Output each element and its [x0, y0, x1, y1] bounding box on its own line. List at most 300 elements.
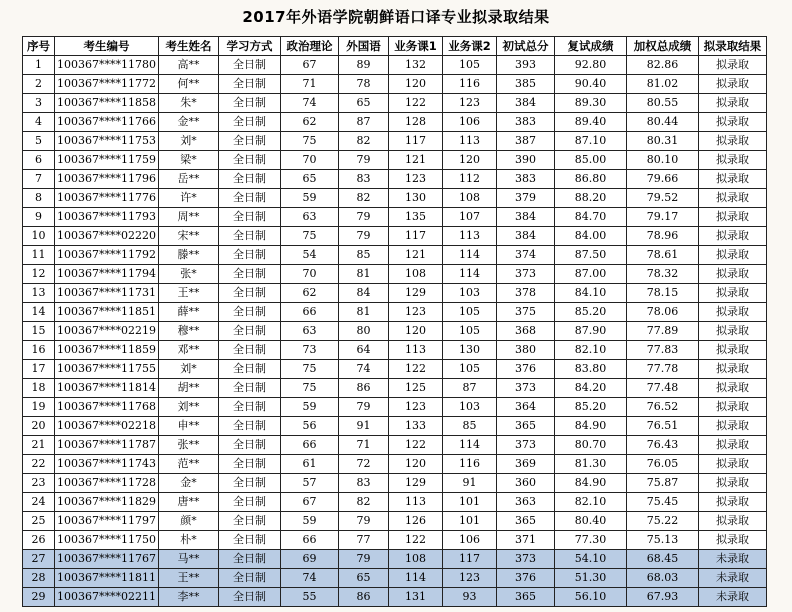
weighted-total-cell: 78.06: [627, 303, 699, 322]
retest-score-cell: 82.10: [555, 341, 627, 360]
header-politics: 政治理论: [281, 37, 339, 56]
initial-total-cell: 384: [497, 94, 555, 113]
initial-total-cell: 384: [497, 227, 555, 246]
admission-result-cell: 未录取: [699, 569, 767, 588]
weighted-total-cell: 68.45: [627, 550, 699, 569]
table-row: [23, 379, 767, 398]
major-course-1-cell: 120: [389, 75, 443, 94]
weighted-total-cell: 78.61: [627, 246, 699, 265]
seq-cell: 10: [23, 227, 55, 246]
study-mode-cell: 全日制: [219, 531, 281, 550]
seq-cell: 3: [23, 94, 55, 113]
foreign-language-cell: 65: [339, 94, 389, 113]
study-mode-cell: 全日制: [219, 56, 281, 75]
major-course-2-cell: 114: [443, 436, 497, 455]
major-course-1-cell: 108: [389, 265, 443, 284]
table-row: [23, 189, 767, 208]
major-course-1-cell: 135: [389, 208, 443, 227]
major-course-2-cell: 112: [443, 170, 497, 189]
retest-score-cell: 82.10: [555, 493, 627, 512]
header-candidate-id: 考生编号: [55, 37, 159, 56]
major-course-2-cell: 108: [443, 189, 497, 208]
initial-total-cell: 364: [497, 398, 555, 417]
study-mode-cell: 全日制: [219, 189, 281, 208]
seq-cell: 4: [23, 113, 55, 132]
major-course-2-cell: 91: [443, 474, 497, 493]
candidate-name-cell: 刘*: [159, 132, 219, 151]
table-row: [23, 455, 767, 474]
table-row: [23, 512, 767, 531]
admission-result-cell: 拟录取: [699, 94, 767, 113]
study-mode-cell: 全日制: [219, 379, 281, 398]
admission-result-cell: 拟录取: [699, 436, 767, 455]
major-course-1-cell: 121: [389, 246, 443, 265]
major-course-2-cell: 120: [443, 151, 497, 170]
admission-result-cell: 拟录取: [699, 379, 767, 398]
header-initial-total: 初试总分: [497, 37, 555, 56]
candidate-id-cell: 100367****11728: [55, 474, 159, 493]
major-course-1-cell: 120: [389, 322, 443, 341]
seq-cell: 27: [23, 550, 55, 569]
initial-total-cell: 380: [497, 341, 555, 360]
candidate-id-cell: 100367****02219: [55, 322, 159, 341]
foreign-language-cell: 79: [339, 398, 389, 417]
table-row: [23, 531, 767, 550]
header-foreign-language: 外国语: [339, 37, 389, 56]
table-row: [23, 303, 767, 322]
retest-score-cell: 88.20: [555, 189, 627, 208]
major-course-1-cell: 133: [389, 417, 443, 436]
weighted-total-cell: 80.31: [627, 132, 699, 151]
major-course-1-cell: 117: [389, 132, 443, 151]
admission-result-cell: 拟录取: [699, 398, 767, 417]
foreign-language-cell: 91: [339, 417, 389, 436]
table-row: [23, 227, 767, 246]
study-mode-cell: 全日制: [219, 246, 281, 265]
retest-score-cell: 84.00: [555, 227, 627, 246]
table-row: [23, 493, 767, 512]
politics-cell: 54: [281, 246, 339, 265]
major-course-1-cell: 122: [389, 94, 443, 113]
weighted-total-cell: 79.17: [627, 208, 699, 227]
table-row: [23, 417, 767, 436]
seq-cell: 20: [23, 417, 55, 436]
major-course-1-cell: 113: [389, 341, 443, 360]
major-course-2-cell: 130: [443, 341, 497, 360]
major-course-2-cell: 103: [443, 398, 497, 417]
initial-total-cell: 371: [497, 531, 555, 550]
admission-result-cell: 拟录取: [699, 303, 767, 322]
retest-score-cell: 51.30: [555, 569, 627, 588]
major-course-2-cell: 114: [443, 265, 497, 284]
politics-cell: 66: [281, 531, 339, 550]
candidate-name-cell: 金**: [159, 113, 219, 132]
major-course-2-cell: 107: [443, 208, 497, 227]
candidate-id-cell: 100367****11766: [55, 113, 159, 132]
foreign-language-cell: 87: [339, 113, 389, 132]
politics-cell: 75: [281, 360, 339, 379]
major-course-2-cell: 116: [443, 75, 497, 94]
politics-cell: 66: [281, 303, 339, 322]
retest-score-cell: 56.10: [555, 588, 627, 607]
table-row: [23, 588, 767, 607]
initial-total-cell: 387: [497, 132, 555, 151]
header-major-course-2: 业务课2: [443, 37, 497, 56]
major-course-2-cell: 113: [443, 227, 497, 246]
candidate-id-cell: 100367****11776: [55, 189, 159, 208]
politics-cell: 59: [281, 398, 339, 417]
major-course-2-cell: 117: [443, 550, 497, 569]
candidate-name-cell: 穆**: [159, 322, 219, 341]
weighted-total-cell: 75.22: [627, 512, 699, 531]
seq-cell: 18: [23, 379, 55, 398]
candidate-id-cell: 100367****11743: [55, 455, 159, 474]
foreign-language-cell: 82: [339, 493, 389, 512]
admission-result-cell: 拟录取: [699, 512, 767, 531]
foreign-language-cell: 85: [339, 246, 389, 265]
candidate-id-cell: 100367****11772: [55, 75, 159, 94]
candidate-id-cell: 100367****11794: [55, 265, 159, 284]
initial-total-cell: 390: [497, 151, 555, 170]
weighted-total-cell: 78.15: [627, 284, 699, 303]
retest-score-cell: 89.30: [555, 94, 627, 113]
major-course-1-cell: 117: [389, 227, 443, 246]
politics-cell: 70: [281, 151, 339, 170]
candidate-name-cell: 马**: [159, 550, 219, 569]
major-course-2-cell: 123: [443, 94, 497, 113]
retest-score-cell: 85.20: [555, 398, 627, 417]
seq-cell: 12: [23, 265, 55, 284]
politics-cell: 65: [281, 170, 339, 189]
study-mode-cell: 全日制: [219, 303, 281, 322]
weighted-total-cell: 76.51: [627, 417, 699, 436]
retest-score-cell: 87.50: [555, 246, 627, 265]
seq-cell: 24: [23, 493, 55, 512]
seq-cell: 5: [23, 132, 55, 151]
seq-cell: 25: [23, 512, 55, 531]
candidate-id-cell: 100367****11859: [55, 341, 159, 360]
retest-score-cell: 87.00: [555, 265, 627, 284]
weighted-total-cell: 67.93: [627, 588, 699, 607]
table-row: [23, 170, 767, 189]
weighted-total-cell: 75.13: [627, 531, 699, 550]
candidate-name-cell: 何**: [159, 75, 219, 94]
study-mode-cell: 全日制: [219, 151, 281, 170]
admission-result-cell: 拟录取: [699, 56, 767, 75]
foreign-language-cell: 86: [339, 379, 389, 398]
major-course-2-cell: 105: [443, 360, 497, 379]
major-course-1-cell: 113: [389, 493, 443, 512]
weighted-total-cell: 79.52: [627, 189, 699, 208]
admission-result-cell: 拟录取: [699, 227, 767, 246]
study-mode-cell: 全日制: [219, 360, 281, 379]
candidate-name-cell: 梁*: [159, 151, 219, 170]
admission-results-table: [22, 36, 767, 607]
candidate-name-cell: 王**: [159, 569, 219, 588]
foreign-language-cell: 79: [339, 151, 389, 170]
initial-total-cell: 378: [497, 284, 555, 303]
table-row: [23, 75, 767, 94]
foreign-language-cell: 81: [339, 303, 389, 322]
seq-cell: 22: [23, 455, 55, 474]
seq-cell: 15: [23, 322, 55, 341]
politics-cell: 71: [281, 75, 339, 94]
candidate-id-cell: 100367****11750: [55, 531, 159, 550]
seq-cell: 16: [23, 341, 55, 360]
politics-cell: 56: [281, 417, 339, 436]
candidate-name-cell: 滕**: [159, 246, 219, 265]
candidate-name-cell: 朴*: [159, 531, 219, 550]
weighted-total-cell: 79.66: [627, 170, 699, 189]
foreign-language-cell: 74: [339, 360, 389, 379]
major-course-1-cell: 130: [389, 189, 443, 208]
major-course-2-cell: 105: [443, 322, 497, 341]
admission-result-cell: 拟录取: [699, 113, 767, 132]
retest-score-cell: 80.40: [555, 512, 627, 531]
seq-cell: 8: [23, 189, 55, 208]
study-mode-cell: 全日制: [219, 455, 281, 474]
retest-score-cell: 84.10: [555, 284, 627, 303]
politics-cell: 75: [281, 227, 339, 246]
admission-result-cell: 未录取: [699, 550, 767, 569]
weighted-total-cell: 68.03: [627, 569, 699, 588]
major-course-1-cell: 123: [389, 398, 443, 417]
admission-result-cell: 未录取: [699, 588, 767, 607]
table-row: [23, 550, 767, 569]
header-seq: 序号: [23, 37, 55, 56]
initial-total-cell: 376: [497, 360, 555, 379]
candidate-name-cell: 刘**: [159, 398, 219, 417]
study-mode-cell: 全日制: [219, 265, 281, 284]
candidate-id-cell: 100367****11787: [55, 436, 159, 455]
study-mode-cell: 全日制: [219, 474, 281, 493]
study-mode-cell: 全日制: [219, 417, 281, 436]
table-row: [23, 151, 767, 170]
retest-score-cell: 86.80: [555, 170, 627, 189]
admission-result-cell: 拟录取: [699, 132, 767, 151]
major-course-1-cell: 126: [389, 512, 443, 531]
initial-total-cell: 379: [497, 189, 555, 208]
foreign-language-cell: 78: [339, 75, 389, 94]
admission-result-cell: 拟录取: [699, 360, 767, 379]
table-row: [23, 569, 767, 588]
candidate-id-cell: 100367****11858: [55, 94, 159, 113]
candidate-name-cell: 薛**: [159, 303, 219, 322]
header-weighted-total: 加权总成绩: [627, 37, 699, 56]
major-course-2-cell: 106: [443, 113, 497, 132]
weighted-total-cell: 77.89: [627, 322, 699, 341]
candidate-name-cell: 邓**: [159, 341, 219, 360]
table-row: [23, 246, 767, 265]
foreign-language-cell: 77: [339, 531, 389, 550]
foreign-language-cell: 72: [339, 455, 389, 474]
major-course-2-cell: 114: [443, 246, 497, 265]
study-mode-cell: 全日制: [219, 170, 281, 189]
candidate-id-cell: 100367****02218: [55, 417, 159, 436]
initial-total-cell: 365: [497, 512, 555, 531]
foreign-language-cell: 82: [339, 132, 389, 151]
seq-cell: 6: [23, 151, 55, 170]
foreign-language-cell: 79: [339, 208, 389, 227]
major-course-2-cell: 87: [443, 379, 497, 398]
politics-cell: 69: [281, 550, 339, 569]
candidate-name-cell: 张**: [159, 436, 219, 455]
study-mode-cell: 全日制: [219, 398, 281, 417]
candidate-name-cell: 刘*: [159, 360, 219, 379]
admission-result-cell: 拟录取: [699, 189, 767, 208]
table-row: [23, 474, 767, 493]
study-mode-cell: 全日制: [219, 284, 281, 303]
retest-score-cell: 81.30: [555, 455, 627, 474]
initial-total-cell: 376: [497, 569, 555, 588]
politics-cell: 62: [281, 113, 339, 132]
candidate-name-cell: 颜*: [159, 512, 219, 531]
politics-cell: 66: [281, 436, 339, 455]
foreign-language-cell: 71: [339, 436, 389, 455]
table-row: [23, 208, 767, 227]
retest-score-cell: 83.80: [555, 360, 627, 379]
candidate-name-cell: 胡**: [159, 379, 219, 398]
header-major-course-1: 业务课1: [389, 37, 443, 56]
candidate-name-cell: 王**: [159, 284, 219, 303]
admission-result-cell: 拟录取: [699, 417, 767, 436]
foreign-language-cell: 79: [339, 512, 389, 531]
candidate-name-cell: 周**: [159, 208, 219, 227]
seq-cell: 26: [23, 531, 55, 550]
candidate-id-cell: 100367****11759: [55, 151, 159, 170]
table-row: [23, 341, 767, 360]
initial-total-cell: 373: [497, 550, 555, 569]
candidate-name-cell: 李**: [159, 588, 219, 607]
politics-cell: 61: [281, 455, 339, 474]
politics-cell: 59: [281, 512, 339, 531]
initial-total-cell: 360: [497, 474, 555, 493]
initial-total-cell: 383: [497, 113, 555, 132]
politics-cell: 74: [281, 94, 339, 113]
study-mode-cell: 全日制: [219, 208, 281, 227]
retest-score-cell: 80.70: [555, 436, 627, 455]
initial-total-cell: 365: [497, 417, 555, 436]
initial-total-cell: 393: [497, 56, 555, 75]
admission-result-cell: 拟录取: [699, 170, 767, 189]
retest-score-cell: 87.90: [555, 322, 627, 341]
weighted-total-cell: 82.86: [627, 56, 699, 75]
candidate-name-cell: 范**: [159, 455, 219, 474]
politics-cell: 67: [281, 493, 339, 512]
retest-score-cell: 84.90: [555, 474, 627, 493]
weighted-total-cell: 81.02: [627, 75, 699, 94]
table-row: [23, 284, 767, 303]
seq-cell: 17: [23, 360, 55, 379]
politics-cell: 63: [281, 208, 339, 227]
weighted-total-cell: 77.78: [627, 360, 699, 379]
foreign-language-cell: 79: [339, 550, 389, 569]
foreign-language-cell: 83: [339, 170, 389, 189]
major-course-2-cell: 113: [443, 132, 497, 151]
weighted-total-cell: 78.96: [627, 227, 699, 246]
candidate-id-cell: 100367****11796: [55, 170, 159, 189]
politics-cell: 75: [281, 132, 339, 151]
admission-result-cell: 拟录取: [699, 284, 767, 303]
candidate-name-cell: 朱*: [159, 94, 219, 113]
header-retest-score: 复试成绩: [555, 37, 627, 56]
study-mode-cell: 全日制: [219, 436, 281, 455]
major-course-1-cell: 128: [389, 113, 443, 132]
study-mode-cell: 全日制: [219, 569, 281, 588]
candidate-id-cell: 100367****11753: [55, 132, 159, 151]
table-row: [23, 94, 767, 113]
candidate-name-cell: 岳**: [159, 170, 219, 189]
politics-cell: 55: [281, 588, 339, 607]
study-mode-cell: 全日制: [219, 75, 281, 94]
weighted-total-cell: 80.55: [627, 94, 699, 113]
retest-score-cell: 90.40: [555, 75, 627, 94]
candidate-id-cell: 100367****11768: [55, 398, 159, 417]
foreign-language-cell: 82: [339, 189, 389, 208]
weighted-total-cell: 78.32: [627, 265, 699, 284]
politics-cell: 63: [281, 322, 339, 341]
header-candidate-name: 考生姓名: [159, 37, 219, 56]
table-row: [23, 132, 767, 151]
weighted-total-cell: 80.10: [627, 151, 699, 170]
weighted-total-cell: 76.52: [627, 398, 699, 417]
major-course-1-cell: 122: [389, 531, 443, 550]
table-row: [23, 265, 767, 284]
table-row: [23, 398, 767, 417]
initial-total-cell: 368: [497, 322, 555, 341]
seq-cell: 1: [23, 56, 55, 75]
weighted-total-cell: 80.44: [627, 113, 699, 132]
major-course-2-cell: 85: [443, 417, 497, 436]
weighted-total-cell: 75.45: [627, 493, 699, 512]
major-course-2-cell: 116: [443, 455, 497, 474]
major-course-2-cell: 106: [443, 531, 497, 550]
initial-total-cell: 373: [497, 265, 555, 284]
foreign-language-cell: 81: [339, 265, 389, 284]
major-course-2-cell: 101: [443, 493, 497, 512]
seq-cell: 9: [23, 208, 55, 227]
politics-cell: 62: [281, 284, 339, 303]
initial-total-cell: 369: [497, 455, 555, 474]
seq-cell: 7: [23, 170, 55, 189]
admission-result-cell: 拟录取: [699, 151, 767, 170]
candidate-id-cell: 100367****11780: [55, 56, 159, 75]
politics-cell: 74: [281, 569, 339, 588]
foreign-language-cell: 64: [339, 341, 389, 360]
admission-result-cell: 拟录取: [699, 455, 767, 474]
candidate-id-cell: 100367****02211: [55, 588, 159, 607]
foreign-language-cell: 80: [339, 322, 389, 341]
politics-cell: 73: [281, 341, 339, 360]
candidate-id-cell: 100367****11731: [55, 284, 159, 303]
politics-cell: 75: [281, 379, 339, 398]
candidate-id-cell: 100367****11797: [55, 512, 159, 531]
seq-cell: 23: [23, 474, 55, 493]
admission-result-cell: 拟录取: [699, 531, 767, 550]
foreign-language-cell: 65: [339, 569, 389, 588]
major-course-2-cell: 93: [443, 588, 497, 607]
retest-score-cell: 77.30: [555, 531, 627, 550]
table-row: [23, 360, 767, 379]
weighted-total-cell: 77.48: [627, 379, 699, 398]
major-course-1-cell: 129: [389, 474, 443, 493]
admission-result-cell: 拟录取: [699, 341, 767, 360]
politics-cell: 57: [281, 474, 339, 493]
initial-total-cell: 383: [497, 170, 555, 189]
seq-cell: 2: [23, 75, 55, 94]
candidate-id-cell: 100367****11829: [55, 493, 159, 512]
politics-cell: 67: [281, 56, 339, 75]
